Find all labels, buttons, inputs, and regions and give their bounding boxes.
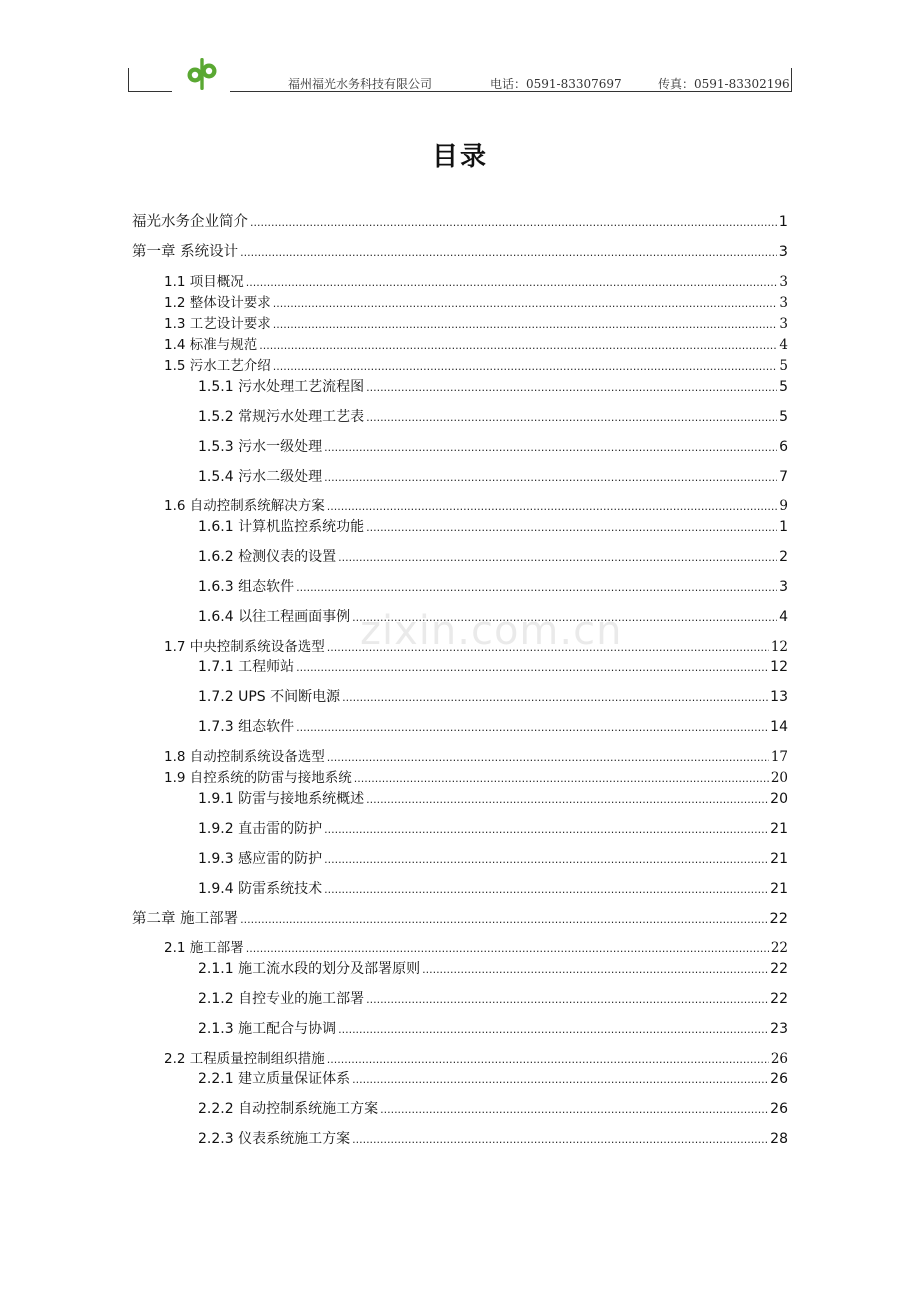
toc-entry[interactable] <box>198 788 788 808</box>
toc-entry-page: 13 <box>770 689 788 705</box>
toc-leader-dots <box>352 1133 768 1146</box>
toc-entry-page: 4 <box>779 337 788 353</box>
toc-entry[interactable] <box>198 818 788 838</box>
toc-entry-page: 12 <box>770 639 788 655</box>
toc-entry[interactable] <box>198 466 788 486</box>
toc-entry[interactable] <box>132 210 788 231</box>
toc-entry[interactable] <box>164 936 788 956</box>
toc-entry[interactable] <box>164 291 788 311</box>
header-fax: 传真：0591-83302196 <box>658 77 790 91</box>
toc-leader-dots <box>324 883 768 896</box>
toc-entry-page: 9 <box>779 498 788 514</box>
toc-leader-dots <box>296 661 768 674</box>
toc-entry-label: 2.2.1 建立质量保证体系 <box>198 1071 351 1087</box>
toc-entry-label: 1.5.2 常规污水处理工艺表 <box>198 409 365 425</box>
toc-entry[interactable] <box>164 312 788 332</box>
toc-entry[interactable] <box>164 270 788 290</box>
toc-leader-dots <box>354 772 769 785</box>
toc-leader-dots <box>366 793 768 806</box>
toc-entry-page: 3 <box>779 295 788 311</box>
toc-entry-page: 22 <box>770 940 788 956</box>
toc-entry[interactable] <box>198 606 788 626</box>
toc-leader-dots <box>327 1053 769 1066</box>
toc-entry[interactable] <box>198 516 788 536</box>
toc-entry-label: 1.7.1 工程师站 <box>198 659 295 675</box>
toc-entry-page: 6 <box>779 439 788 455</box>
toc-entry-page: 20 <box>770 770 788 786</box>
toc-entry[interactable] <box>198 406 788 426</box>
toc-entry-page: 26 <box>770 1071 788 1087</box>
header-phone: 电话：0591-83307697 <box>490 77 622 91</box>
toc-leader-dots <box>342 691 768 704</box>
toc-leader-dots <box>352 1073 768 1086</box>
toc-leader-dots <box>296 721 768 734</box>
toc-entry-page: 17 <box>770 749 788 765</box>
toc-entry-label: 1.1 项目概况 <box>164 274 244 290</box>
toc-leader-dots <box>273 318 778 331</box>
toc-entry-label: 1.6.2 检测仪表的设置 <box>198 549 337 565</box>
toc-leader-dots <box>240 913 767 926</box>
toc-entry[interactable] <box>198 376 788 396</box>
toc-entry-label: 1.9 自控系统的防雷与接地系统 <box>164 770 352 786</box>
watermark: zixin.com.cn <box>360 608 623 654</box>
toc-leader-dots <box>380 1103 768 1116</box>
toc-entry[interactable] <box>198 716 788 736</box>
toc-entry-page: 5 <box>779 409 788 425</box>
toc-entry-page: 26 <box>770 1051 788 1067</box>
toc-entry-label: 1.9.3 感应雷的防护 <box>198 851 323 867</box>
toc-entry[interactable] <box>198 656 788 676</box>
toc-entry-label: 2.1 施工部署 <box>164 940 244 956</box>
toc-entry-label: 1.8 自动控制系统设备选型 <box>164 749 325 765</box>
toc-entry-label: 1.9.1 防雷与接地系统概述 <box>198 791 365 807</box>
toc-leader-dots <box>338 1023 768 1036</box>
toc-entry-label: 2.2.3 仪表系统施工方案 <box>198 1131 351 1147</box>
toc-entry[interactable] <box>198 1128 788 1148</box>
toc-entry[interactable] <box>198 878 788 898</box>
toc-entry[interactable] <box>198 1068 788 1088</box>
toc-entry[interactable] <box>164 635 788 655</box>
toc-leader-dots <box>324 471 777 484</box>
toc-entry-label: 1.2 整体设计要求 <box>164 295 271 311</box>
toc-entry[interactable] <box>198 546 788 566</box>
toc-entry-page: 22 <box>770 961 788 977</box>
toc-entry-label: 1.5.4 污水二级处理 <box>198 469 323 485</box>
toc-leader-dots <box>327 641 769 654</box>
toc-entry-label: 1.3 工艺设计要求 <box>164 316 271 332</box>
toc-entry-label: 1.6.1 计算机监控系统功能 <box>198 519 365 535</box>
toc-entry-label: 1.7.2 UPS 不间断电源 <box>198 689 341 705</box>
toc-leader-dots <box>240 246 777 259</box>
toc-entry[interactable] <box>198 686 788 706</box>
toc-entry[interactable] <box>164 354 788 374</box>
toc-entry[interactable] <box>164 745 788 765</box>
toc-entry-page: 1 <box>779 519 788 535</box>
toc-leader-dots <box>246 942 769 955</box>
toc-entry-page: 21 <box>770 851 788 867</box>
toc-entry[interactable] <box>198 988 788 1008</box>
toc-leader-dots <box>338 551 777 564</box>
toc-leader-dots <box>352 611 777 624</box>
toc-entry-page: 3 <box>779 316 788 332</box>
toc-entry-page: 5 <box>779 379 788 395</box>
toc-entry-page: 5 <box>779 358 788 374</box>
toc-entry-page: 28 <box>770 1131 788 1147</box>
toc-entry[interactable] <box>164 1047 788 1067</box>
toc-entry-label: 福光水务企业简介 <box>132 214 248 230</box>
toc-leader-dots <box>366 521 777 534</box>
toc-leader-dots <box>324 853 768 866</box>
toc-leader-dots <box>366 381 777 394</box>
toc-entry-label: 1.9.2 直击雷的防护 <box>198 821 323 837</box>
toc-entry[interactable] <box>198 848 788 868</box>
toc-entry-page: 3 <box>779 579 788 595</box>
toc-leader-dots <box>273 360 778 373</box>
toc-entry-label: 1.5.3 污水一级处理 <box>198 439 323 455</box>
toc-leader-dots <box>366 993 768 1006</box>
toc-entry-label: 2.1.1 施工流水段的划分及部署原则 <box>198 961 421 977</box>
toc-entry-page: 22 <box>769 911 788 927</box>
toc-leader-dots <box>273 297 778 310</box>
toc-entry[interactable] <box>198 1018 788 1038</box>
toc-leader-dots <box>327 751 769 764</box>
header-company-name: 福州福光水务科技有限公司 <box>288 77 433 91</box>
toc-entry[interactable] <box>132 907 788 928</box>
toc-leader-dots <box>366 411 777 424</box>
toc-entry[interactable] <box>198 576 788 596</box>
toc-entry-page: 3 <box>778 244 788 260</box>
toc-entry[interactable] <box>132 240 788 261</box>
toc-leader-dots <box>246 276 778 289</box>
toc-entry-page: 4 <box>779 609 788 625</box>
toc-entry-page: 12 <box>770 659 788 675</box>
toc-leader-dots <box>327 500 778 513</box>
toc-entry[interactable] <box>198 1098 788 1118</box>
page-title: 目录 <box>431 142 488 172</box>
toc-entry[interactable] <box>164 333 788 353</box>
toc-entry-page: 22 <box>770 991 788 1007</box>
toc-entry-page: 26 <box>770 1101 788 1117</box>
toc-entry-page: 1 <box>778 214 788 230</box>
toc-entry-page: 21 <box>770 821 788 837</box>
toc-entry-page: 23 <box>770 1021 788 1037</box>
toc-entry-label: 1.5 污水工艺介绍 <box>164 358 271 374</box>
toc-entry-label: 1.7.3 组态软件 <box>198 719 295 735</box>
toc-entry[interactable] <box>198 958 788 978</box>
toc-entry-label: 2.1.2 自控专业的施工部署 <box>198 991 365 1007</box>
toc-entry-label: 2.1.3 施工配合与协调 <box>198 1021 337 1037</box>
toc-entry-label: 2.2 工程质量控制组织措施 <box>164 1051 325 1067</box>
toc-entry-page: 7 <box>779 469 788 485</box>
toc-entry[interactable] <box>164 766 788 786</box>
toc-entry-page: 3 <box>779 274 788 290</box>
toc-entry-label: 1.6.4 以往工程画面事例 <box>198 609 351 625</box>
toc-leader-dots <box>259 339 777 352</box>
toc-entry-label: 第一章 系统设计 <box>132 244 239 260</box>
toc-leader-dots <box>324 823 768 836</box>
toc-entry-page: 2 <box>779 549 788 565</box>
toc-entry-label: 1.6 自动控制系统解决方案 <box>164 498 325 514</box>
toc-entry-label: 1.4 标准与规范 <box>164 337 258 353</box>
toc-entry-page: 20 <box>770 791 788 807</box>
toc-entry-page: 14 <box>770 719 788 735</box>
toc-entry-label: 1.9.4 防雷系统技术 <box>198 881 323 897</box>
toc-entry[interactable] <box>198 436 788 456</box>
toc-entry-label: 1.7 中央控制系统设备选型 <box>164 639 325 655</box>
toc-leader-dots <box>324 441 777 454</box>
toc-leader-dots <box>422 963 768 976</box>
toc-entry-label: 1.5.1 污水处理工艺流程图 <box>198 379 365 395</box>
toc-leader-dots <box>296 581 777 594</box>
toc-entry[interactable] <box>164 494 788 514</box>
toc-entry-page: 21 <box>770 881 788 897</box>
toc-entry-label: 2.2.2 自动控制系统施工方案 <box>198 1101 379 1117</box>
toc-entry-label: 第二章 施工部署 <box>132 911 239 927</box>
toc-leader-dots <box>250 216 777 229</box>
toc-entry-label: 1.6.3 组态软件 <box>198 579 295 595</box>
